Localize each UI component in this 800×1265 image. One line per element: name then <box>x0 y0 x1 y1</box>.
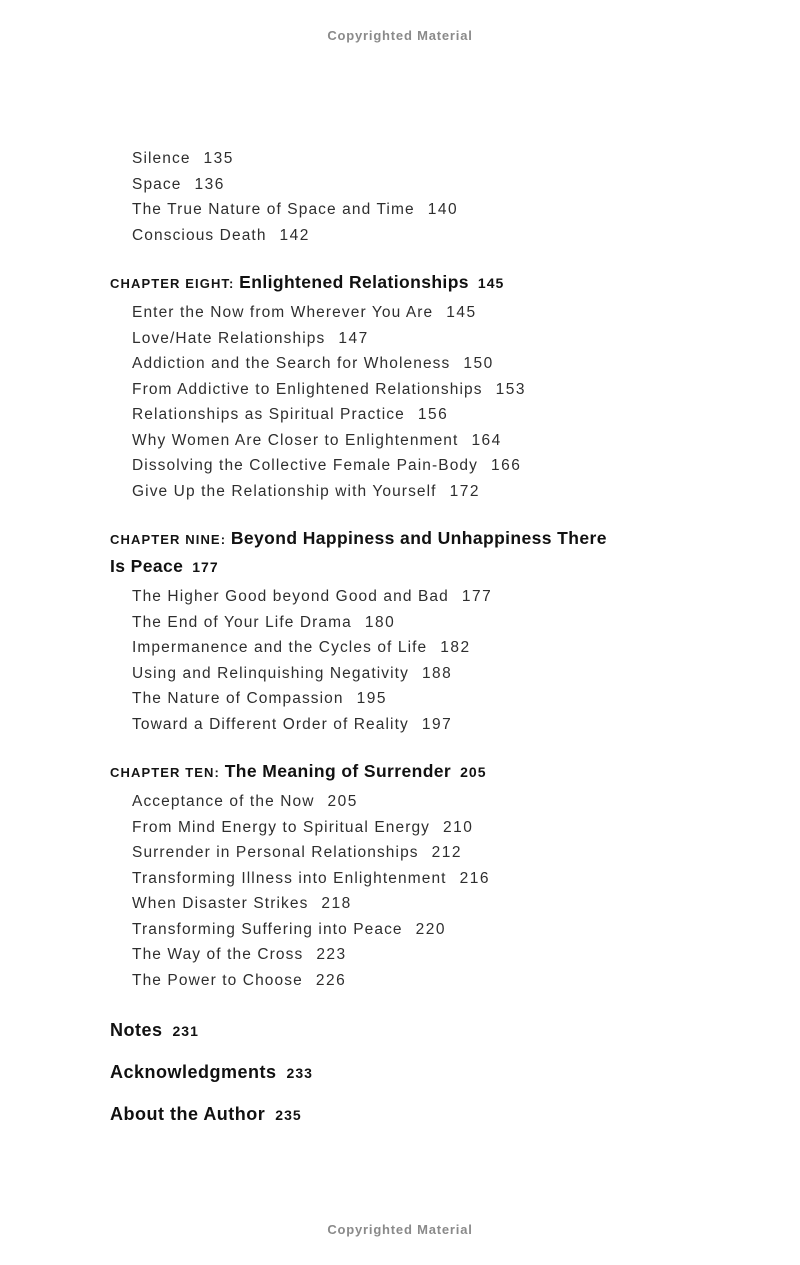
backmatter-section <box>110 1017 670 1129</box>
toc-item-list <box>110 146 670 248</box>
table-of-contents <box>110 146 670 1129</box>
toc-entry-title: Give Up the Relationship with Yourself <box>132 482 437 500</box>
backmatter-entry-title: About the Author <box>110 1104 266 1124</box>
toc-entry <box>132 326 670 352</box>
backmatter-entry <box>110 1101 670 1129</box>
toc-entry <box>132 917 670 943</box>
toc-entry <box>132 635 670 661</box>
toc-entry-title: Silence <box>132 150 191 167</box>
toc-entry <box>132 197 670 223</box>
toc-entry-title: Why Women Are Closer to Enlightenment <box>132 431 459 449</box>
toc-entry-page-number: 218 <box>321 895 352 912</box>
toc-entry <box>132 479 670 505</box>
toc-entry <box>132 815 670 841</box>
copyright-notice-bottom: Copyrighted Material <box>327 1222 473 1237</box>
toc-entry-page-number: 164 <box>471 431 502 449</box>
chapter-heading <box>110 269 615 297</box>
toc-entry-page-number: 147 <box>338 329 369 347</box>
toc-entry-page-number: 136 <box>194 175 225 193</box>
toc-entry-page-number: 180 <box>364 613 396 631</box>
toc-section <box>110 758 670 993</box>
toc-entry-page-number: 195 <box>356 690 388 707</box>
toc-entry-page-number: 220 <box>415 920 447 938</box>
toc-entry <box>132 223 670 249</box>
toc-entry <box>132 428 670 454</box>
toc-entry <box>132 661 670 687</box>
toc-section <box>110 146 670 248</box>
toc-entry-title: Using and Relinquishing Negativity <box>132 664 409 682</box>
toc-entry-page-number: 150 <box>463 355 494 372</box>
toc-entry-page-number: 182 <box>440 639 471 656</box>
toc-entry <box>132 377 670 403</box>
chapter-page-number: 177 <box>192 559 219 575</box>
chapter-label: CHAPTER TEN: <box>110 765 225 780</box>
toc-entry <box>132 351 670 377</box>
toc-entry <box>132 453 670 479</box>
chapter-label: CHAPTER NINE: <box>110 532 231 547</box>
toc-entry-page-number: 216 <box>459 869 490 887</box>
toc-entry-title: From Mind Energy to Spiritual Energy <box>132 818 431 836</box>
toc-entry-title: From Addictive to Enlightened Relationships <box>132 380 483 398</box>
toc-entry <box>132 942 670 968</box>
copyright-notice-top: Copyrighted Material <box>327 28 473 43</box>
chapter-title: Enlightened Relationships <box>239 272 469 292</box>
toc-entry-title: Dissolving the Collective Female Pain-Body <box>132 457 478 474</box>
toc-entry-title: The Nature of Compassion <box>132 690 344 707</box>
toc-entry-page-number: 145 <box>446 304 477 321</box>
toc-item-list <box>110 300 670 504</box>
toc-entry <box>132 866 670 892</box>
toc-entry-title: Acceptance of the Now <box>132 793 315 810</box>
chapter-page-number: 145 <box>477 275 505 291</box>
toc-entry-title: The Higher Good beyond Good and Bad <box>132 588 449 605</box>
toc-entry-title: Impermanence and the Cycles of Life <box>132 639 428 656</box>
toc-entry-page-number: 177 <box>461 588 493 605</box>
chapter-title: Beyond Happiness and Unhappiness There Is Peace <box>110 528 607 576</box>
chapter-label: CHAPTER EIGHT: <box>110 276 240 291</box>
toc-entry-page-number: 153 <box>495 380 526 398</box>
chapter-page-number: 205 <box>460 764 487 780</box>
toc-item-list <box>110 789 670 993</box>
toc-entry-title: The Way of the Cross <box>132 946 304 963</box>
backmatter-entry-page-number: 233 <box>286 1065 313 1081</box>
toc-entry <box>132 686 670 712</box>
toc-entry <box>132 402 670 428</box>
toc-entry <box>132 712 670 738</box>
backmatter-entry-page-number: 231 <box>172 1023 199 1039</box>
toc-entry <box>132 840 670 866</box>
backmatter-entry <box>110 1059 670 1087</box>
toc-entry <box>132 146 670 172</box>
toc-entry-page-number: 140 <box>427 201 459 218</box>
toc-entry <box>132 610 670 636</box>
backmatter-entry <box>110 1017 670 1045</box>
chapter-heading <box>110 525 615 581</box>
toc-entry-page-number: 205 <box>327 793 358 810</box>
toc-entry-page-number: 212 <box>431 844 463 861</box>
toc-entry-title: The End of Your Life Drama <box>132 613 352 631</box>
toc-entry-title: Transforming Illness into Enlightenment <box>132 869 447 887</box>
toc-entry-title: Love/Hate Relationships <box>132 329 326 347</box>
toc-entry <box>132 968 670 994</box>
toc-entry-title: The Power to Choose <box>132 971 303 989</box>
toc-entry-title: Addiction and the Search for Wholeness <box>132 355 451 372</box>
toc-entry <box>132 789 670 815</box>
toc-entry-page-number: 172 <box>449 482 480 500</box>
chapter-heading <box>110 758 615 786</box>
toc-entry-page-number: 226 <box>315 971 347 989</box>
toc-entry-page-number: 135 <box>203 150 234 167</box>
toc-entry <box>132 584 670 610</box>
toc-entry-page-number: 223 <box>316 946 347 963</box>
toc-entry <box>132 300 670 326</box>
toc-entry-page-number: 166 <box>491 457 522 474</box>
toc-entry-page-number: 210 <box>443 818 474 836</box>
toc-entry-page-number: 188 <box>421 664 453 682</box>
toc-entry <box>132 172 670 198</box>
toc-entry-title: When Disaster Strikes <box>132 895 309 912</box>
backmatter-entry-title: Acknowledgments <box>110 1062 277 1082</box>
toc-entry-title: Space <box>132 175 182 193</box>
toc-entry-title: Conscious Death <box>132 226 267 244</box>
toc-entry <box>132 891 670 917</box>
toc-entry-title: Enter the Now from Wherever You Are <box>132 304 434 321</box>
backmatter-entry-title: Notes <box>110 1020 163 1040</box>
toc-entry-title: Relationships as Spiritual Practice <box>132 406 405 423</box>
chapter-title: The Meaning of Surrender <box>224 761 452 781</box>
toc-entry-title: The True Nature of Space and Time <box>132 201 415 218</box>
toc-entry-title: Toward a Different Order of Reality <box>132 715 409 733</box>
toc-section <box>110 269 670 504</box>
toc-entry-title: Transforming Suffering into Peace <box>132 920 403 938</box>
toc-entry-page-number: 197 <box>421 715 453 733</box>
toc-entry-title: Surrender in Personal Relationships <box>132 844 419 861</box>
toc-entry-page-number: 142 <box>279 226 310 244</box>
toc-item-list <box>110 584 670 737</box>
toc-section <box>110 525 670 737</box>
toc-entry-page-number: 156 <box>417 406 449 423</box>
backmatter-entry-page-number: 235 <box>275 1107 302 1123</box>
